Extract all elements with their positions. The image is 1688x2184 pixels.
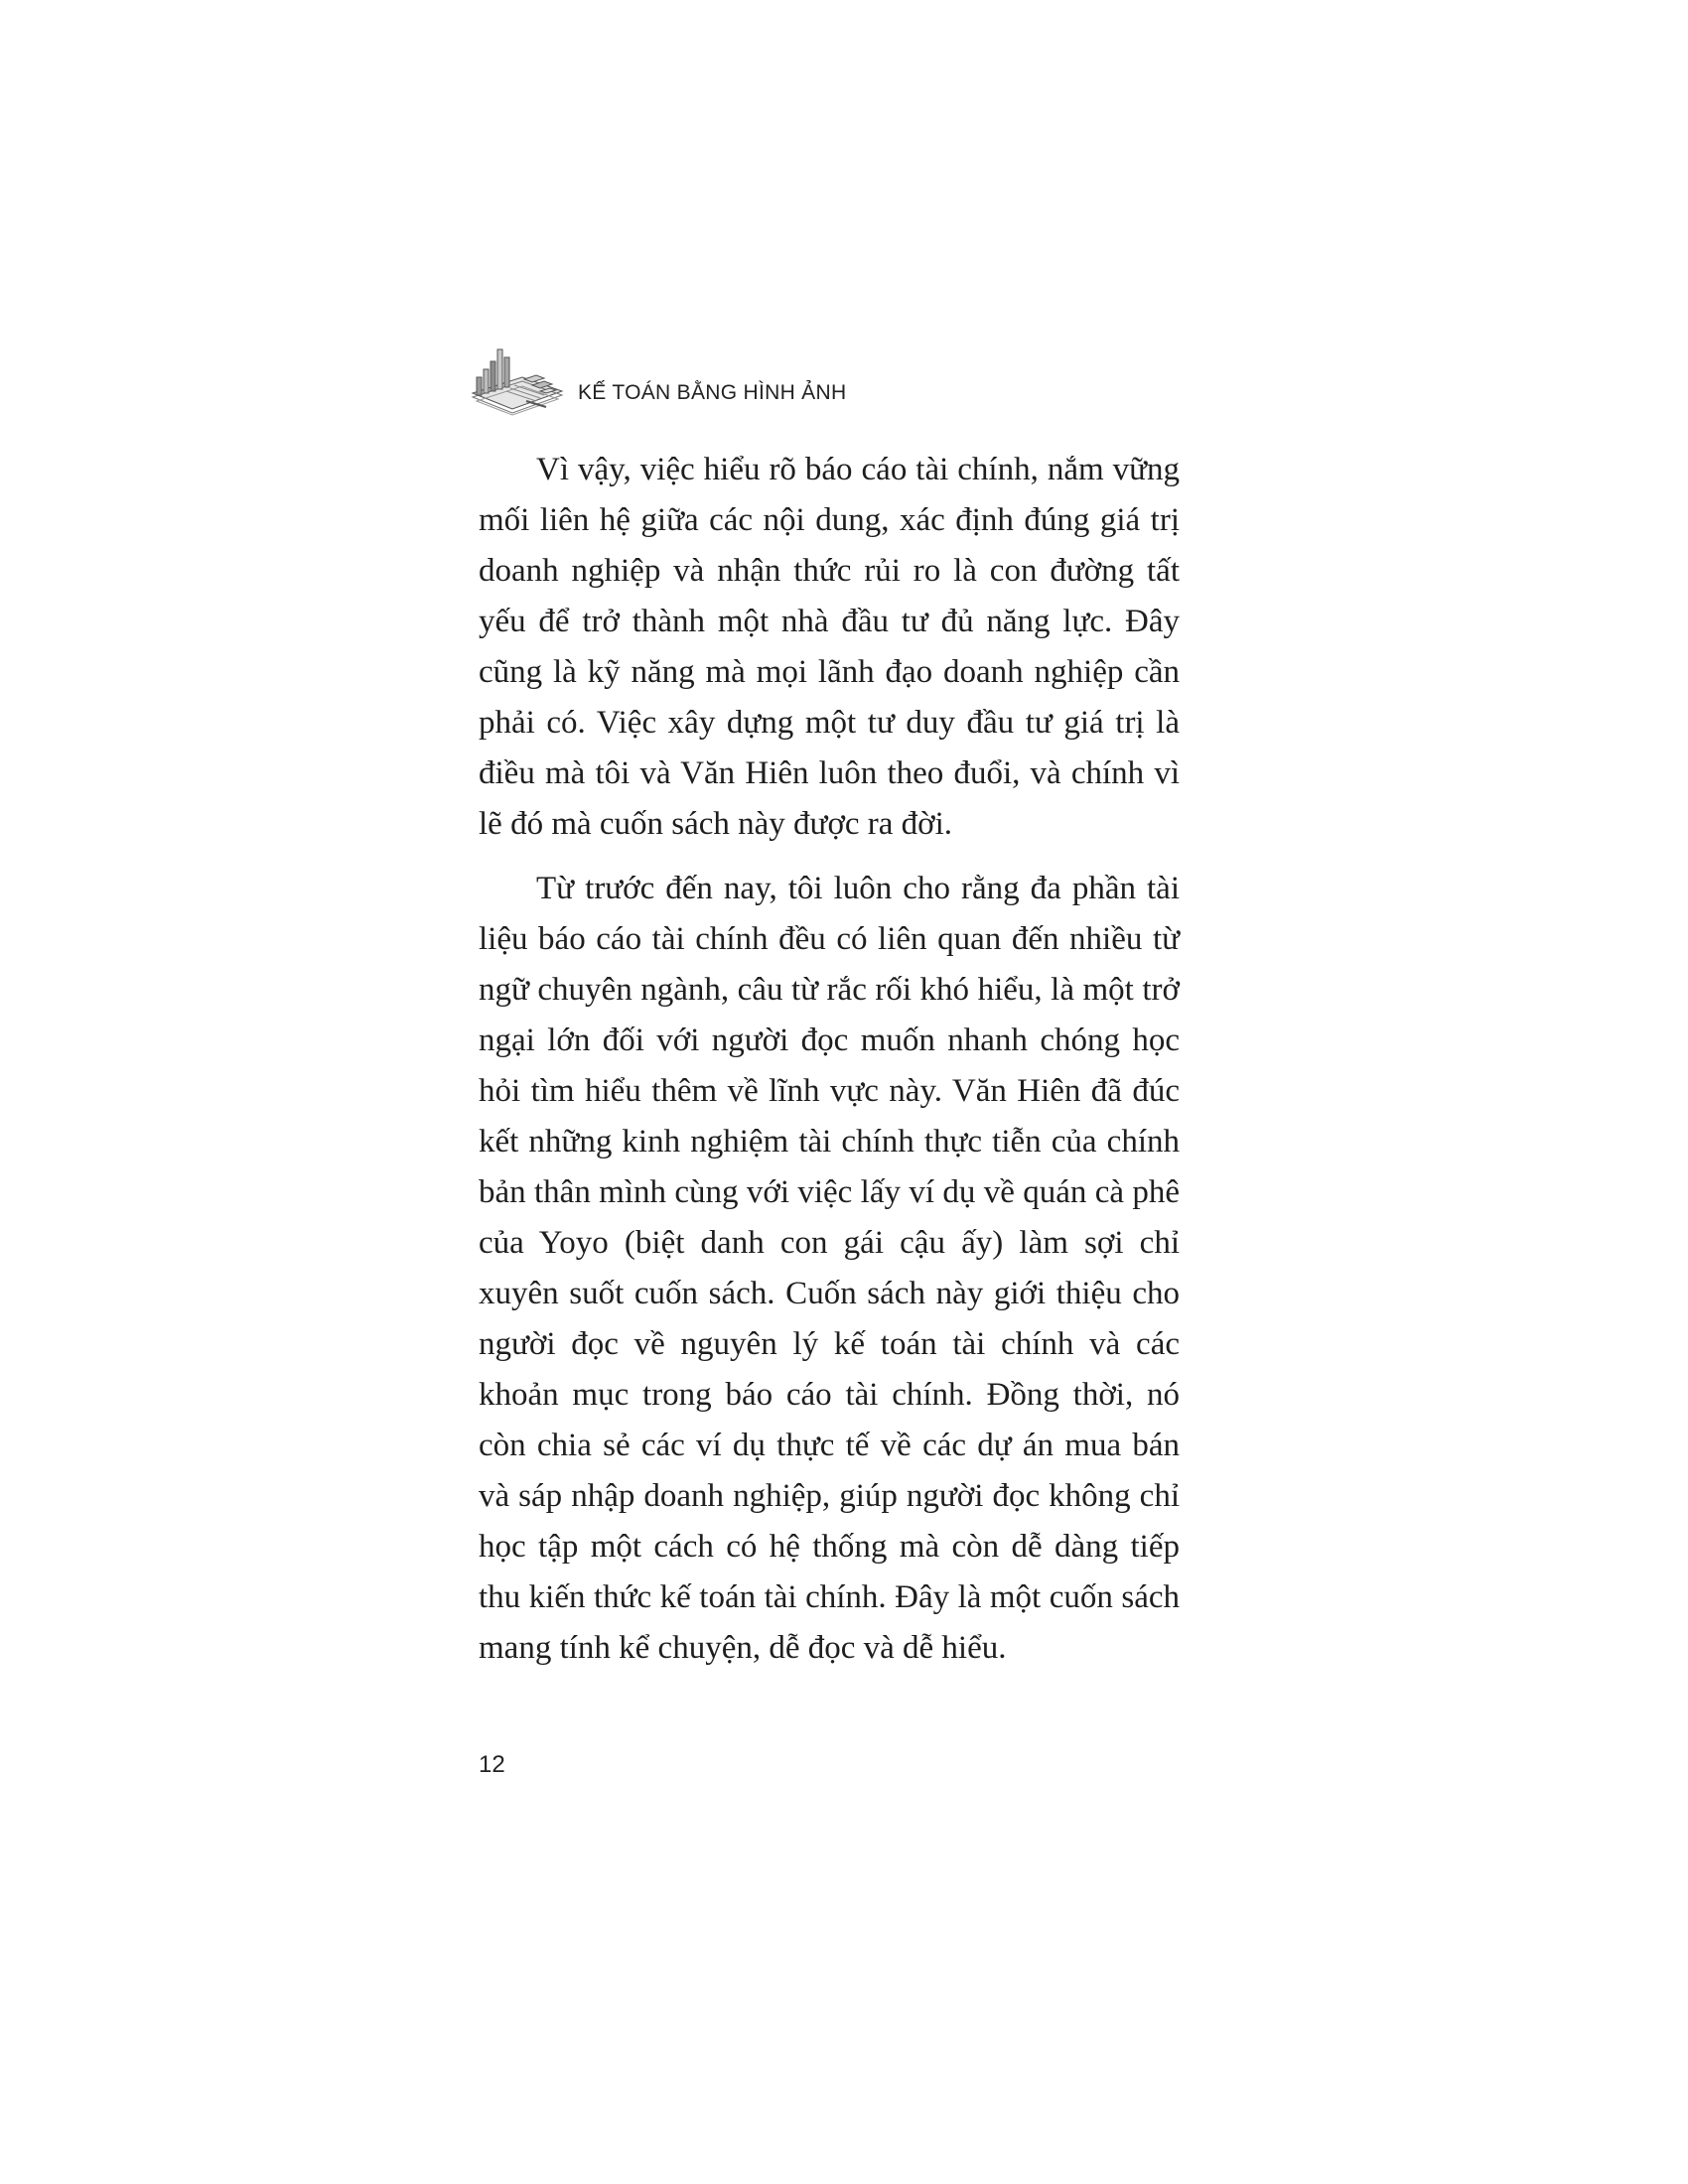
paragraph: Từ trước đến nay, tôi luôn cho rằng đa phần tài liệu báo cáo tài chính đều có liên quan đến nhiều từ ngữ chuyên ngành, câu từ rắc rối khó hiểu, là một trở ngại lớn đối với người đọc muốn nhanh chóng học hỏi tìm hiểu thêm về lĩnh vực này. Văn Hiên đã đúc kết những kinh nghiệm tài chính thực tiễn của chính bản thân mình cùng với việc lấy ví dụ về quán cà phê của Yoyo (biệt danh con gái cậu ấy) làm sợi chỉ xuyên suốt cuốn sách. Cuốn sách này giới thiệu cho người đọc về nguyên lý kế toán tài chính và các khoản mục trong báo cáo tài chính. Đồng thời, nó còn chia sẻ các ví dụ thực tế về các dự án mua bán và sáp nhập doanh nghiệp, giúp người đọc không chỉ học tập một cách có hệ thống mà còn dễ dàng tiếp thu kiến thức kế toán tài chính. Đây là một cuốn sách mang tính kể chuyện, dễ đọc và dễ hiểu. — [479, 871, 1180, 1666]
body-text — [479, 445, 1180, 1688]
paragraph: Vì vậy, việc hiểu rõ báo cáo tài chính, nắm vững mối liên hệ giữa các nội dung, xác định đúng giá trị doanh nghiệp và nhận thức rủi ro là con đường tất yếu để trở thành một nhà đầu tư đủ năng lực. Đây cũng là kỹ năng mà mọi lãnh đạo doanh nghiệp cần phải có. Việc xây dựng một tư duy đầu tư giá trị là điều mà tôi và Văn Hiên luôn theo đuổi, và chính vì lẽ đó mà cuốn sách này được ra đời. — [479, 452, 1180, 842]
isometric-chart-icon — [467, 341, 566, 421]
running-header-title: KẾ TOÁN BẰNG HÌNH ẢNH — [578, 381, 847, 404]
page-number: 12 — [479, 1751, 505, 1778]
running-header — [467, 341, 1261, 421]
